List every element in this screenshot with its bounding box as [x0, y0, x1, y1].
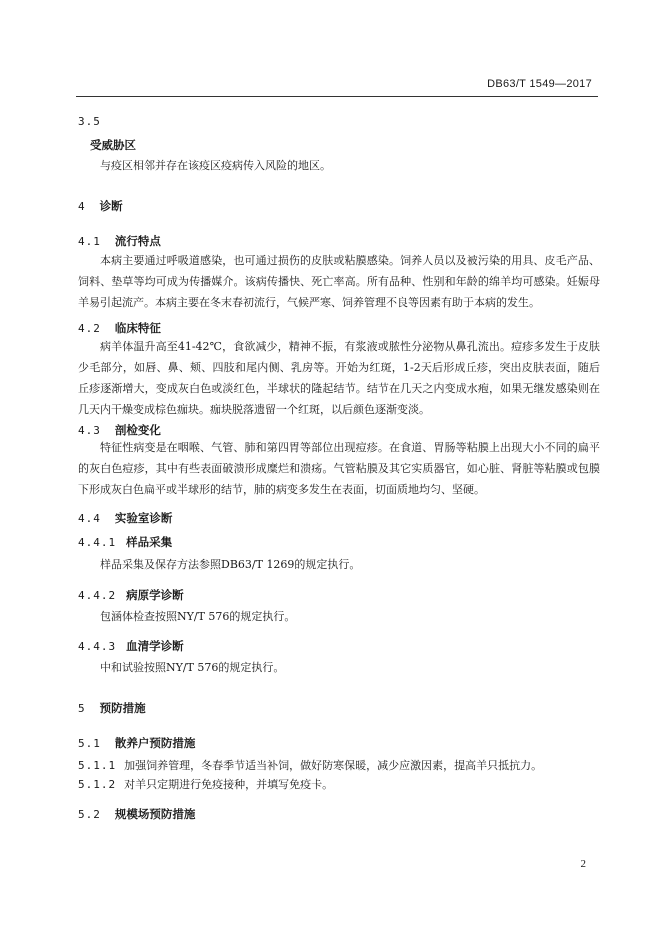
section-5-2-number: 5.2	[78, 808, 101, 821]
section-4-4-1-paragraph: 样品采集及保存方法参照DB63/T 1269的规定执行。	[100, 558, 361, 571]
section-5-1-number: 5.1	[78, 737, 101, 750]
section-4-4-1-number: 4.4.1	[78, 536, 117, 549]
section-4-4-number: 4.4	[78, 512, 101, 525]
section-4-2-title: 临床特征	[114, 321, 161, 335]
section-4-1-number: 4.1	[78, 235, 101, 248]
item-5-1-2-number: 5.1.2	[78, 778, 117, 791]
section-4-4-2-heading	[78, 584, 184, 603]
section-4-4-3-title: 血清学诊断	[126, 639, 184, 653]
section-4-4-heading	[78, 507, 172, 526]
document-code: DB63/T 1549—2017	[487, 78, 592, 90]
section-4-4-3-paragraph: 中和试验按照NY/T 576的规定执行。	[100, 661, 285, 674]
section-4-3-paragraph: 特征性病变是在咽喉、气管、肺和第四胃等部位出现痘疹。在食道、胃肠等粘膜上出现大小不同的扁平的灰白色痘疹，其中有些表面破溃形成糜烂和溃疡。气管粘膜及其它实质器官，如心脏、肾脏等粘膜或包膜下形成灰白色扁平或半球形的结节，肺的病变多发生在表面，切面质地均匀、坚硬。	[78, 441, 600, 496]
section-5-2-title: 规模场预防措施	[114, 807, 196, 821]
item-5-1-1-number: 5.1.1	[78, 759, 117, 772]
item-5-1-1	[78, 757, 542, 773]
section-4-number: 4	[78, 200, 86, 213]
section-3-5-number: 3.5	[78, 115, 101, 128]
section-4-1-heading	[78, 230, 161, 249]
section-5-2-heading	[78, 803, 195, 822]
section-4-3-number: 4.3	[78, 424, 101, 437]
section-4-4-1-title: 样品采集	[126, 535, 173, 549]
section-4-heading	[78, 195, 123, 214]
section-5-1-title: 散养户预防措施	[114, 736, 196, 750]
section-4-1-title: 流行特点	[114, 234, 161, 248]
header-rule	[76, 96, 598, 97]
section-5-number: 5	[78, 702, 86, 715]
section-4-4-title: 实验室诊断	[114, 511, 173, 525]
section-4-2-heading	[78, 317, 161, 336]
page-number: 2	[580, 858, 586, 870]
item-5-1-1-text: 加强饲养管理，冬春季节适当补饲，做好防寒保暖，减少应激因素，提高羊只抵抗力。	[124, 759, 543, 772]
section-4-1-paragraph: 本病主要通过呼吸道感染，也可通过损伤的皮肤或粘膜感染。饲养人员以及被污染的用具、皮毛产品、饲料、垫草等均可成为传播媒介。该病传播快、死亡率高。所有品种、性别和年龄的绵羊均可感染。妊娠母羊易引起流产。本病主要在冬末春初流行，气候严寒、饲养管理不良等因素有助于本病的发生。	[78, 254, 600, 309]
section-4-4-3-heading	[78, 635, 184, 654]
section-4-4-2-title: 病原学诊断	[126, 588, 184, 602]
section-5-title: 预防措施	[99, 701, 146, 715]
section-3-5-paragraph: 与疫区相邻并存在该疫区疫病传入风险的地区。	[100, 159, 331, 172]
section-4-3-heading	[78, 419, 161, 438]
section-4-4-2-number: 4.4.2	[78, 589, 117, 602]
section-3-5-title: 受威胁区	[90, 138, 136, 152]
section-4-4-2-paragraph: 包涵体检查按照NY/T 576的规定执行。	[100, 610, 296, 623]
section-4-2-paragraph: 病羊体温升高至41-42℃，食欲减少，精神不振，有浆液或脓性分泌物从鼻孔流出。痘疹多发生于皮肤少毛部分，如唇、鼻、颊、四肢和尾内侧、乳房等。开始为红斑，1-2天后形成丘疹，突出皮肤表面，随后丘疹逐渐增大，变成灰白色或淡红色，半球状的隆起结节。结节在几天之内变成水疱，如果无继发感染则在几天内干燥变成棕色痂块。痂块脱落遗留一个红斑，以后颜色逐渐变淡。	[78, 340, 600, 416]
section-4-4-3-number: 4.4.3	[78, 640, 117, 653]
section-5-heading	[78, 697, 146, 716]
section-5-1-heading	[78, 732, 195, 751]
section-4-2-number: 4.2	[78, 322, 101, 335]
item-5-1-2	[78, 776, 333, 792]
section-4-4-1-heading	[78, 531, 172, 550]
item-5-1-2-text: 对羊只定期进行免疫接种，并填写免疫卡。	[124, 778, 334, 791]
section-4-3-title: 剖检变化	[114, 423, 161, 437]
section-3-5-heading	[78, 134, 136, 153]
section-4-title: 诊断	[99, 199, 123, 213]
